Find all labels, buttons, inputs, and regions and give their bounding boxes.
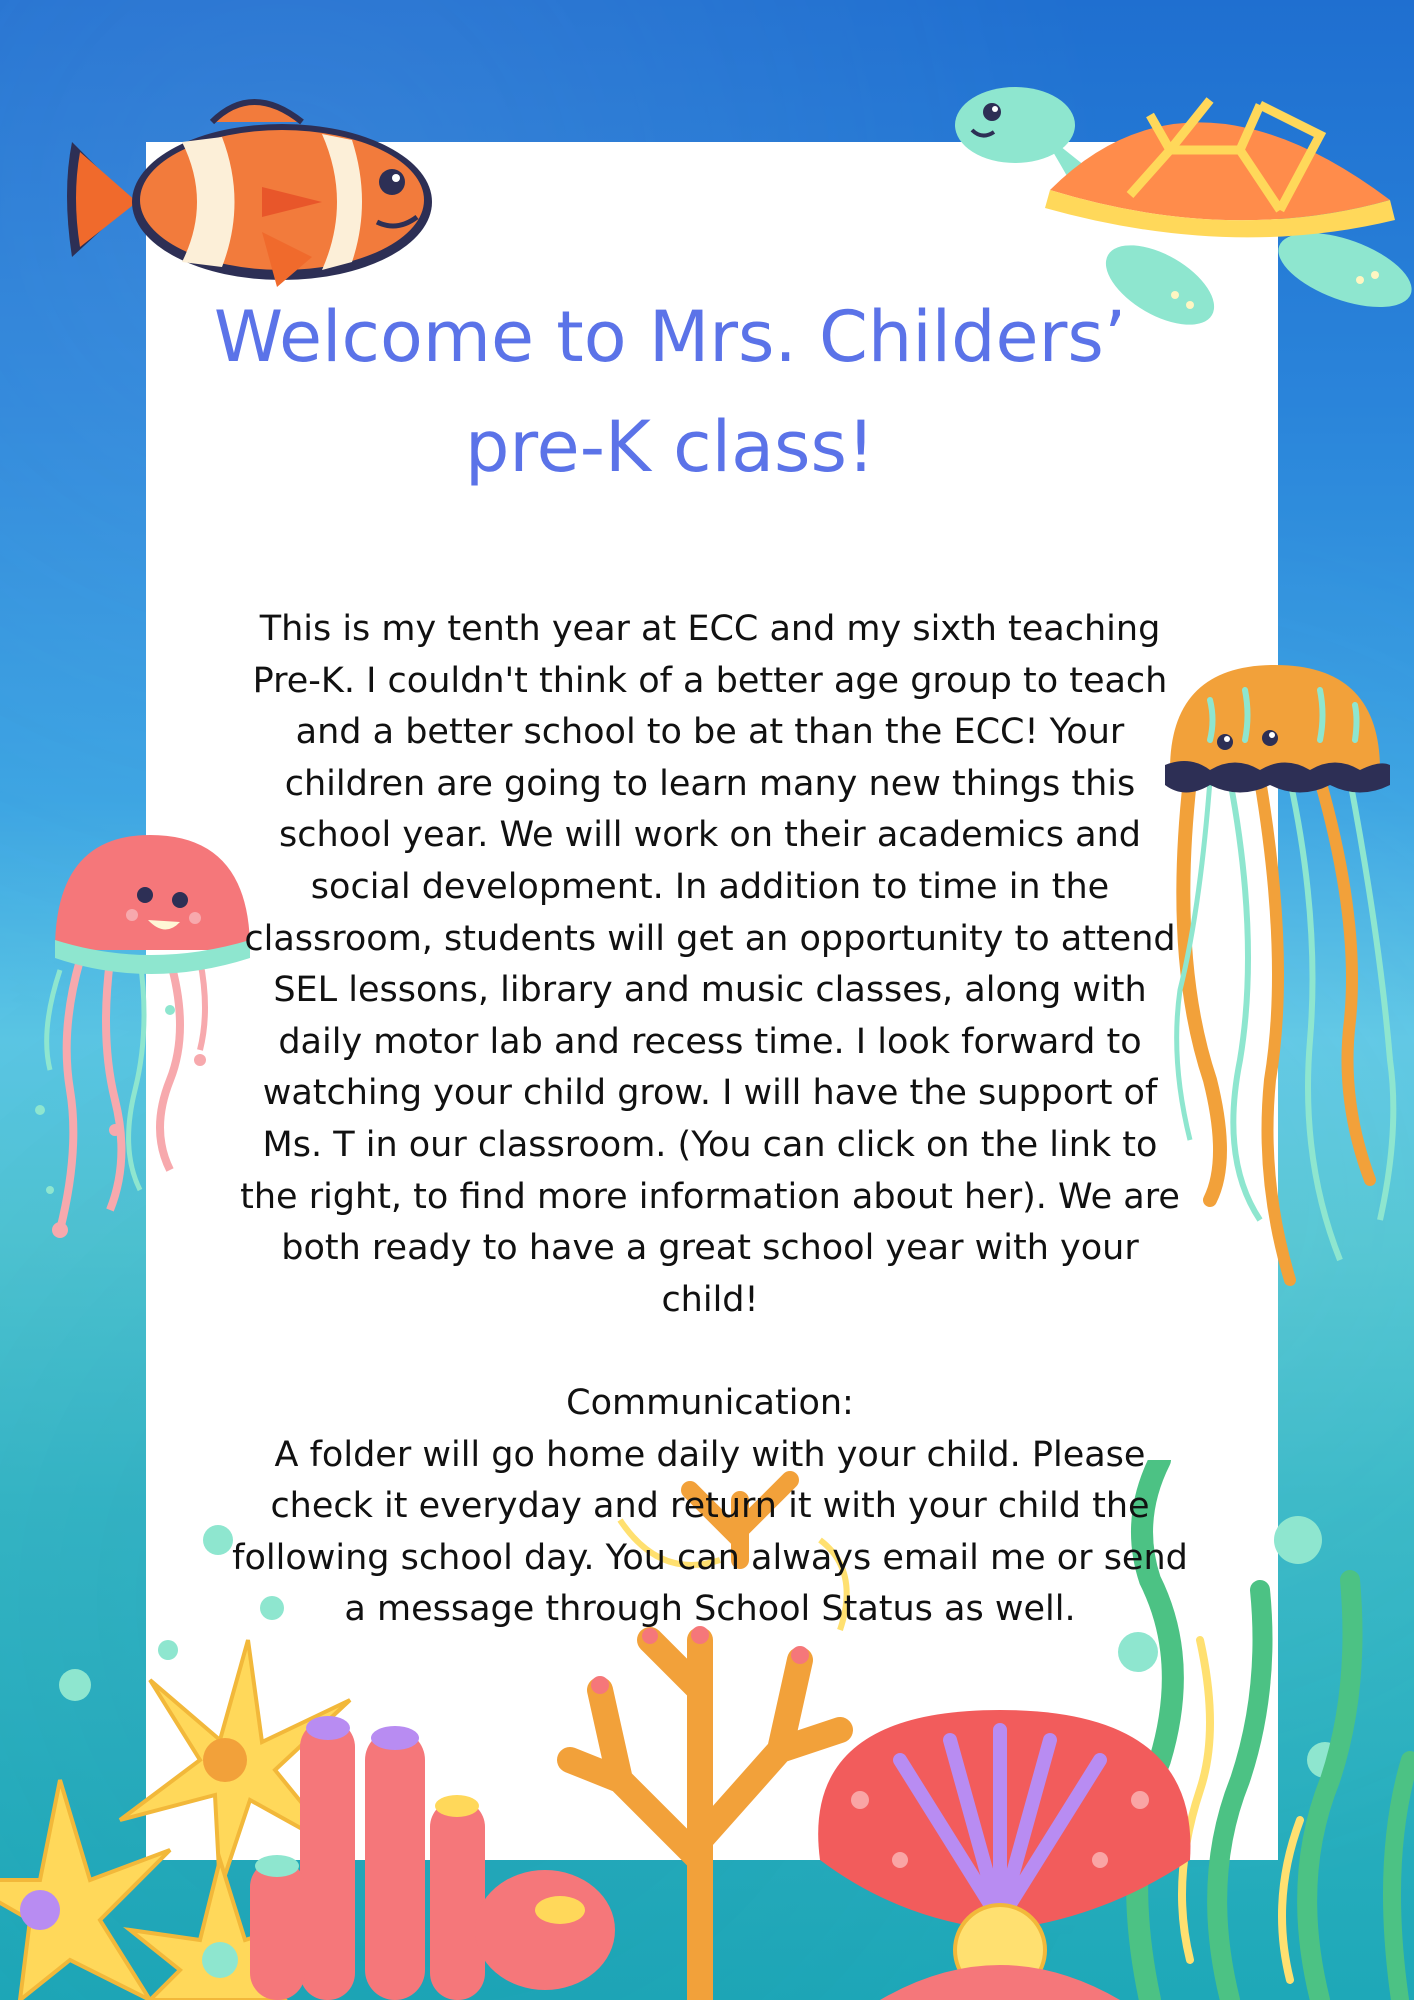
page-title: Welcome to Mrs. Childers’ pre-K class! <box>213 296 1127 488</box>
communication-heading: Communication: <box>566 1382 854 1423</box>
intro-paragraph: This is my tenth year at ECC and my sixth teaching Pre-K. I couldn't think of a better age group to teach and a better school to be at than the ECC! Your children are going to learn many new things this school year. We will work on their academics and social development. In addition to time in the classroom, students will get an opportunity to attend SEL lessons, library and music classes, along with daily motor lab and recess time. I look forward to watching your child grow. I will have the support of Ms. T in our classroom. (You can click on the link to the right, to find more information about her). We are both ready to have a great school year with your child! <box>240 609 1180 1320</box>
clownfish-icon <box>62 82 442 312</box>
communication-paragraph: A folder will go home daily with your child. Please check it everyday and return it with your child the following school day. You can always email me or send a message through School Status as well. <box>232 1434 1188 1630</box>
welcome-body <box>230 604 1190 1636</box>
pink-jellyfish-icon <box>20 830 260 1250</box>
paragraph-gap <box>230 1326 1190 1378</box>
